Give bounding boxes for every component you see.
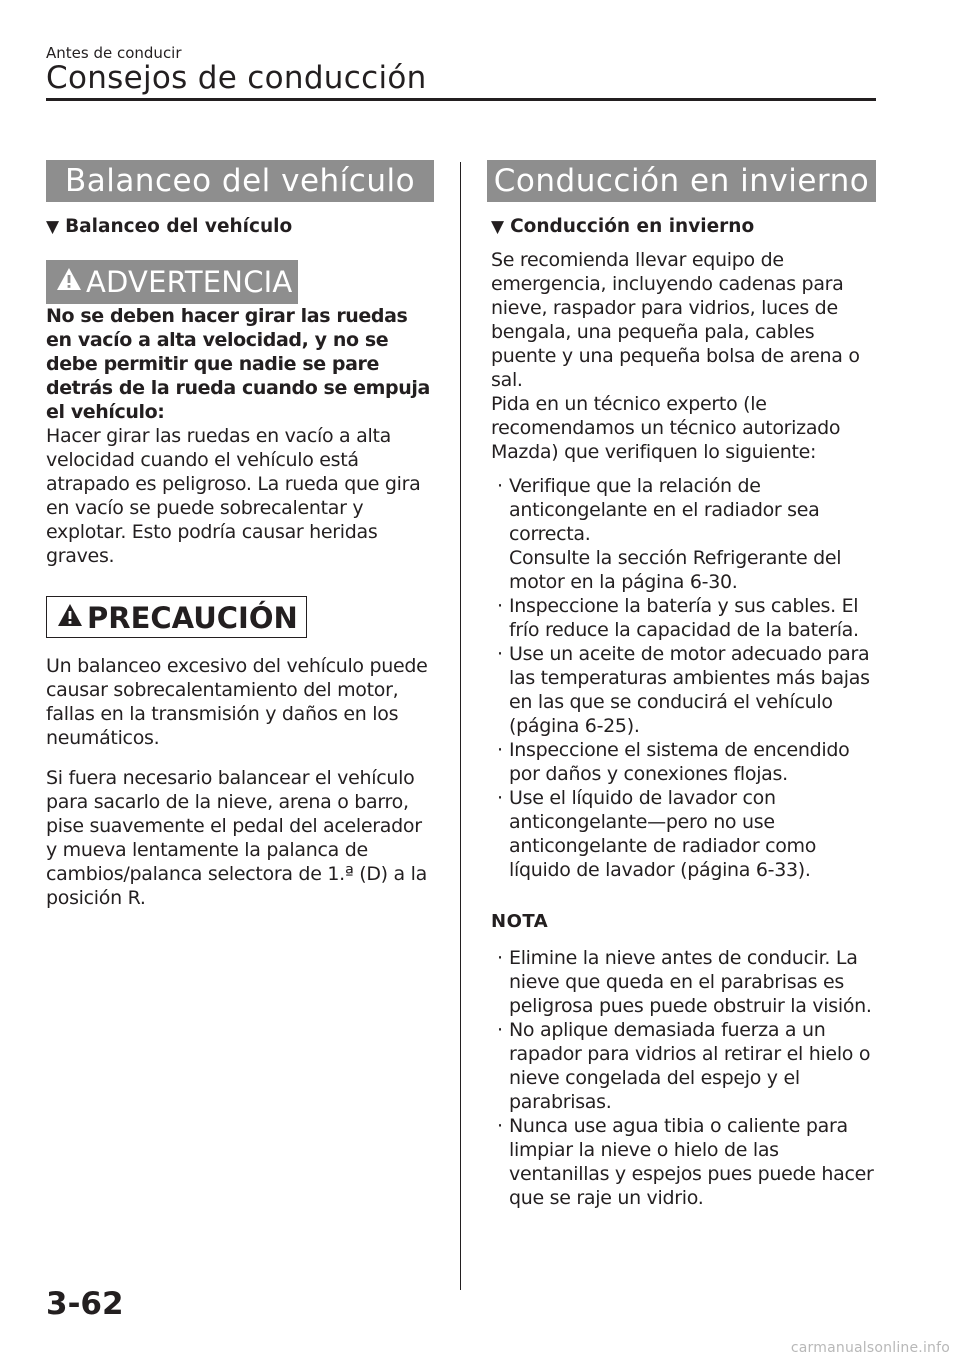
warning-label: ADVERTENCIA — [86, 265, 293, 299]
note-label: NOTA — [491, 911, 549, 932]
warning-alert-icon — [56, 259, 82, 303]
page-number: 3-62 — [46, 1286, 124, 1322]
winter-intro-2: Pida en un técnico experto (le recomendamos un técnico autorizado Mazda) que verifiquen lo siguiente: — [491, 393, 841, 463]
list-item-text: Verifique que la relación de anticongelante en el radiador sea correcta. — [509, 475, 820, 545]
list-item: · Inspeccione la batería y sus cables. El frío reduce la capacidad de la batería. — [491, 594, 876, 642]
list-item: · Inspeccione el sistema de encendido por daños y conexiones flojas. — [491, 738, 876, 786]
list-item: · Nunca use agua tibia o caliente para limpiar la nieve o hielo de las ventanillas y espejos pues puede hacer que se raje un vidrio. — [491, 1114, 876, 1210]
caution-body-text: Un balanceo excesivo del vehículo puede causar sobrecalentamiento del motor, fallas en la transmisión y daños en los neumáticos. — [46, 655, 428, 749]
caution-label: PRECAUCIÓN — [87, 601, 298, 635]
warning-label-box — [46, 260, 298, 304]
breadcrumb: Antes de conducir — [46, 44, 182, 62]
note-list — [491, 946, 876, 1210]
list-item: · Elimine la nieve antes de conducir. La nieve que queda en el parabrisas es peligrosa pues puede obstruir la visión. — [491, 946, 876, 1018]
left-column — [46, 160, 434, 910]
section-banner-winter: Conducción en invierno — [487, 160, 876, 202]
winter-checklist — [491, 474, 876, 882]
subhead-winter-label: Conducción en invierno — [510, 216, 755, 237]
watermark: carmanualsonline.info — [790, 1340, 950, 1356]
right-column — [491, 160, 876, 1210]
list-item: · Use un aceite de motor adecuado para las temperaturas ambientes más bajas en las que se conducirá el vehículo (página 6-25). — [491, 642, 876, 738]
subhead-winter — [491, 214, 876, 240]
subhead-rocking-label: Balanceo del vehículo — [65, 216, 293, 237]
caution-alert-icon — [57, 596, 83, 638]
page-title: Consejos de conducción — [46, 60, 427, 96]
list-item: · Use el líquido de lavador con anticongelante—pero no use anticongelante de radiador como líquido de lavador (página 6-33). — [491, 786, 876, 882]
winter-intro-1: Se recomienda llevar equipo de emergencia, incluyendo cadenas para nieve, raspador para vidrios, luces de bengala, una pequeña pala, cables puente y una pequeña bolsa de arena o sal. — [491, 249, 860, 391]
subhead-rocking — [46, 214, 434, 240]
column-divider — [460, 162, 461, 1290]
list-item — [491, 474, 876, 594]
caution-label-box — [46, 596, 307, 638]
list-item-reference: Consulte la sección Refrigerante del motor en la página 6-30. — [509, 547, 842, 593]
rocking-body-text: Si fuera necesario balancear el vehículo para sacarlo de la nieve, arena o barro, pise suavemente el pedal del acelerador y mueva lentamente la palanca de cambios/palanca selectora de 1.ª (D) a la posición R. — [46, 767, 427, 909]
section-banner-rocking: Balanceo del vehículo — [46, 160, 434, 202]
warning-body-text: Hacer girar las ruedas en vacío a alta velocidad cuando el vehículo está atrapado es peligroso. La rueda que gira en vacío se puede sobrecalentar y explotar. Esto podría causar heridas graves. — [46, 425, 421, 567]
triangle-down-icon: ▼ — [491, 217, 505, 237]
warning-bold-text: No se deben hacer girar las ruedas en vacío a alta velocidad, y no se debe permitir que nadie se pare detrás de la rueda cuando se empuja el vehículo: — [46, 305, 430, 423]
list-item: · No aplique demasiada fuerza a un rapador para vidrios al retirar el hielo o nieve congelada del espejo y el parabrisas. — [491, 1018, 876, 1114]
title-rule — [46, 98, 876, 101]
triangle-down-icon: ▼ — [46, 217, 60, 237]
